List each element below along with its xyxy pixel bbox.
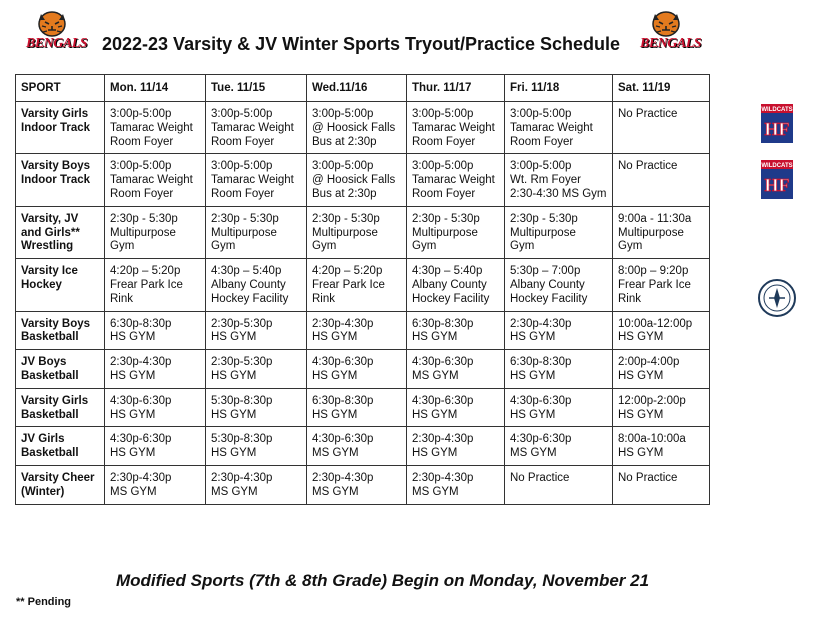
schedule-cell-thu	[407, 206, 505, 258]
table-row	[16, 350, 710, 389]
sport-name-line: Basketball	[21, 447, 79, 460]
cell-line: HS GYM	[510, 369, 556, 382]
cell-line: HS GYM	[618, 331, 664, 344]
schedule-cell-wed	[307, 102, 407, 154]
cell-line: HS GYM	[412, 331, 458, 344]
cell-line: Hockey Facility	[412, 292, 490, 305]
cell-line: Tamarac Weight	[412, 174, 495, 187]
sport-name	[16, 388, 105, 427]
cell-line: Tamarac Weight	[110, 121, 193, 134]
cell-line: HS GYM	[510, 408, 556, 421]
cell-line: MS GYM	[412, 369, 459, 382]
cell-line: 9:00a - 11:30a	[618, 212, 692, 225]
sport-name-line: Varsity Girls	[21, 394, 89, 407]
cell-line: HS GYM	[618, 408, 664, 421]
page-title: 2022-23 Varsity & JV Winter Sports Tryout/Practice Schedule	[102, 34, 621, 54]
cell-line: 4:30p-6:30p	[312, 433, 374, 446]
cell-line: 2:30p-4:30p	[312, 471, 374, 484]
schedule-cell-thu	[407, 154, 505, 206]
table-row	[16, 154, 710, 206]
cell-line: 2:30p - 5:30p	[412, 212, 480, 225]
cell-line: MS GYM	[312, 485, 359, 498]
cell-line: 6:30p-8:30p	[110, 317, 172, 330]
cell-line: 2:30p - 5:30p	[312, 212, 380, 225]
table-row	[16, 388, 710, 427]
schedule-cell-tue	[206, 350, 307, 389]
cell-line: 4:30p-6:30p	[110, 433, 172, 446]
schedule-cell-mon	[105, 154, 206, 206]
table-row	[16, 259, 710, 311]
cell-line: 3:00p-5:00p	[211, 108, 273, 120]
schedule-cell-sat	[613, 206, 710, 258]
schedule-cell-mon	[105, 102, 206, 154]
schedule-cell-mon	[105, 465, 206, 504]
schedule-cell-tue	[206, 154, 307, 206]
sport-name-line: Hockey	[21, 278, 62, 291]
sport-name	[16, 311, 105, 350]
cell-line: 2:30p-5:30p	[211, 356, 273, 369]
wildcats-shield-icon	[757, 102, 797, 146]
cell-line: Frear Park Ice	[110, 278, 183, 291]
cell-line: 3:00p-5:00p	[510, 160, 572, 173]
hockey-round-logo	[757, 276, 797, 320]
schedule-cell-tue	[206, 311, 307, 350]
cell-line: Room Foyer	[510, 135, 574, 148]
cell-line: Bus at 2:30p	[312, 187, 377, 200]
cell-line: Gym	[312, 240, 337, 253]
cell-line: HS GYM	[211, 408, 257, 421]
cell-line: HS GYM	[211, 331, 257, 344]
sport-name-line: Varsity Cheer	[21, 471, 95, 484]
cell-line: No Practice	[618, 471, 678, 484]
cell-line: 2:30p-5:30p	[211, 317, 273, 330]
table-row	[16, 206, 710, 258]
cell-line: 12:00p-2:00p	[618, 394, 686, 407]
cell-line: MS GYM	[110, 485, 157, 498]
schedule-cell-thu	[407, 350, 505, 389]
schedule-cell-fri	[505, 350, 613, 389]
schedule-cell-wed	[307, 154, 407, 206]
cell-line: 6:30p-8:30p	[510, 356, 572, 369]
schedule-cell-tue	[206, 102, 307, 154]
cell-line: HS GYM	[412, 447, 458, 460]
sport-name-line: Indoor Track	[21, 121, 91, 134]
sport-name	[16, 102, 105, 154]
cell-line: Albany County	[211, 278, 286, 291]
sport-name-line: Varsity Ice	[21, 265, 78, 278]
schedule-cell-sat	[613, 465, 710, 504]
schedule-cell-fri	[505, 427, 613, 466]
schedule-cell-thu	[407, 102, 505, 154]
tiger-icon	[640, 8, 692, 38]
cell-line: No Practice	[618, 108, 678, 120]
sport-name	[16, 154, 105, 206]
sport-name-line: Wrestling	[21, 240, 74, 253]
cell-line: Tamarac Weight	[110, 174, 193, 187]
schedule-cell-thu	[407, 427, 505, 466]
sport-name-line: Indoor Track	[21, 174, 91, 187]
cell-line: 4:20p – 5:20p	[312, 265, 383, 278]
cell-line: @ Hoosick Falls	[312, 174, 396, 187]
schedule-cell-sat	[613, 427, 710, 466]
table-row	[16, 465, 710, 504]
schedule-cell-fri	[505, 465, 613, 504]
sport-name-line: Varsity Boys	[21, 160, 91, 173]
sport-name-line: and Girls**	[21, 226, 80, 239]
cell-line: 3:00p-5:00p	[412, 108, 474, 120]
cell-line: MS GYM	[412, 485, 459, 498]
cell-line: 3:00p-5:00p	[110, 108, 172, 120]
schedule-cell-tue	[206, 259, 307, 311]
cell-line: Rink	[110, 292, 134, 305]
cell-line: Tamarac Weight	[412, 121, 495, 134]
cell-line: 4:30p-6:30p	[510, 394, 572, 407]
cell-line: Tamarac Weight	[211, 174, 294, 187]
header-fri: Fri. 11/18	[505, 75, 613, 102]
cell-line: Room Foyer	[211, 187, 275, 200]
svg-text:WILDCATS: WILDCATS	[761, 107, 793, 113]
schedule-cell-fri	[505, 154, 613, 206]
cell-line: HS GYM	[110, 408, 156, 421]
cell-line: Room Foyer	[211, 135, 275, 148]
cell-line: Albany County	[412, 278, 487, 291]
cell-line: Bus at 2:30p	[312, 135, 377, 148]
cell-line: 2:30p-4:30p	[312, 317, 374, 330]
cell-line: 5:30p-8:30p	[211, 433, 273, 446]
cell-line: 2:30p - 5:30p	[510, 212, 578, 225]
sport-name	[16, 206, 105, 258]
sport-name-line: Basketball	[21, 408, 79, 421]
cell-line: 8:00a-10:00a	[618, 433, 686, 446]
header-thu: Thur. 11/17	[407, 75, 505, 102]
schedule-cell-tue	[206, 427, 307, 466]
cell-line: Multipurpose	[510, 226, 576, 239]
cell-line: Frear Park Ice	[312, 278, 385, 291]
schedule-cell-wed	[307, 350, 407, 389]
cell-line: HS GYM	[618, 447, 664, 460]
cell-line: HS GYM	[510, 331, 556, 344]
schedule-cell-fri	[505, 206, 613, 258]
cell-line: HS GYM	[312, 369, 358, 382]
schedule-cell-sat	[613, 102, 710, 154]
cell-line: 3:00p-5:00p	[211, 160, 273, 173]
pending-footnote: ** Pending	[16, 596, 72, 608]
cell-line: HS GYM	[618, 369, 664, 382]
schedule-cell-thu	[407, 311, 505, 350]
wildcats-logo	[757, 158, 797, 202]
cell-line: HS GYM	[110, 331, 156, 344]
cell-line: 4:30p-6:30p	[510, 433, 572, 446]
bengals-logo-left	[26, 8, 88, 56]
schedule-cell-wed	[307, 311, 407, 350]
cell-line: MS GYM	[312, 447, 359, 460]
cell-line: HS GYM	[211, 447, 257, 460]
cell-line: Gym	[510, 240, 535, 253]
schedule-cell-sat	[613, 350, 710, 389]
cell-line: 4:30p – 5:40p	[412, 265, 483, 278]
schedule-cell-tue	[206, 388, 307, 427]
schedule-cell-mon	[105, 259, 206, 311]
cell-line: Multipurpose	[618, 226, 684, 239]
schedule-cell-wed	[307, 388, 407, 427]
cell-line: 4:30p-6:30p	[110, 394, 172, 407]
schedule-cell-wed	[307, 427, 407, 466]
schedule-cell-fri	[505, 311, 613, 350]
cell-line: Multipurpose	[211, 226, 277, 239]
schedule-cell-thu	[407, 465, 505, 504]
cell-line: Multipurpose	[110, 226, 176, 239]
schedule-cell-thu	[407, 388, 505, 427]
cell-line: 6:30p-8:30p	[412, 317, 474, 330]
schedule-cell-tue	[206, 465, 307, 504]
cell-line: No Practice	[510, 471, 570, 484]
cell-line: 2:30p-4:30p	[211, 471, 273, 484]
cell-line: 2:30p-4:30p	[510, 317, 572, 330]
cell-line: Gym	[110, 240, 135, 253]
sport-name-line: Varsity Girls	[21, 108, 89, 120]
cell-line: 4:30p – 5:40p	[211, 265, 282, 278]
schedule-cell-thu	[407, 259, 505, 311]
sport-name	[16, 259, 105, 311]
cell-line: HS GYM	[412, 408, 458, 421]
header-mon: Mon. 11/14	[105, 75, 206, 102]
cell-line: 6:30p-8:30p	[312, 394, 374, 407]
schedule-cell-tue	[206, 206, 307, 258]
cell-line: HS GYM	[110, 369, 156, 382]
cell-line: Frear Park Ice	[618, 278, 691, 291]
cell-line: 8:00p – 9:20p	[618, 265, 689, 278]
bengals-wordmark: BENGALS	[26, 36, 88, 51]
cell-line: Room Foyer	[412, 187, 476, 200]
cell-line: Albany County	[510, 278, 585, 291]
cell-line: Hockey Facility	[211, 292, 289, 305]
header-wed: Wed.11/16	[307, 75, 407, 102]
cell-line: Rink	[312, 292, 336, 305]
schedule-cell-sat	[613, 311, 710, 350]
cell-line: 4:30p-6:30p	[312, 356, 374, 369]
cell-line: No Practice	[618, 160, 678, 173]
schedule-cell-sat	[613, 154, 710, 206]
cell-line: 2:00p-4:00p	[618, 356, 680, 369]
schedule-cell-wed	[307, 259, 407, 311]
cell-line: Hockey Facility	[510, 292, 588, 305]
sport-name-line: (Winter)	[21, 485, 65, 498]
sport-name	[16, 350, 105, 389]
cell-line: Multipurpose	[412, 226, 478, 239]
cell-line: 4:30p-6:30p	[412, 394, 474, 407]
wildcats-shield-icon	[757, 158, 797, 202]
modified-sports-announcement: Modified Sports (7th & 8th Grade) Begin on Monday, November 21	[116, 571, 650, 590]
cell-line: Gym	[211, 240, 236, 253]
cell-line: 2:30p - 5:30p	[110, 212, 178, 225]
bengals-logo-right	[640, 8, 702, 56]
schedule-cell-fri	[505, 102, 613, 154]
header-sat: Sat. 11/19	[613, 75, 710, 102]
cell-line: 4:30p-6:30p	[412, 356, 474, 369]
cell-line: Room Foyer	[412, 135, 476, 148]
cell-line: 3:00p-5:00p	[312, 108, 374, 120]
cell-line: HS GYM	[312, 331, 358, 344]
svg-text:HF: HF	[764, 175, 790, 195]
header-row	[16, 75, 710, 102]
schedule-table	[15, 74, 710, 505]
schedule-cell-fri	[505, 388, 613, 427]
cell-line: 5:30p-8:30p	[211, 394, 273, 407]
sport-name-line: JV Girls	[21, 433, 65, 446]
cell-line: Gym	[412, 240, 437, 253]
cell-line: HS GYM	[110, 447, 156, 460]
svg-text:WILDCATS: WILDCATS	[761, 163, 793, 169]
sport-name-line: Varsity Boys	[21, 317, 91, 330]
cell-line: Tamarac Weight	[211, 121, 294, 134]
cell-line: MS GYM	[510, 447, 557, 460]
table-row	[16, 311, 710, 350]
cell-line: 2:30p-4:30p	[412, 433, 474, 446]
cell-line: Wt. Rm Foyer	[510, 174, 581, 187]
sport-name-line: Basketball	[21, 331, 79, 344]
schedule-cell-wed	[307, 465, 407, 504]
cell-line: Room Foyer	[110, 135, 174, 148]
cell-line: Tamarac Weight	[510, 121, 593, 134]
cell-line: 2:30p-4:30p	[412, 471, 474, 484]
cell-line: Multipurpose	[312, 226, 378, 239]
sport-name-line: Basketball	[21, 369, 79, 382]
schedule-cell-mon	[105, 350, 206, 389]
header-sport: SPORT	[16, 75, 105, 102]
cell-line: Room Foyer	[110, 187, 174, 200]
cell-line: HS GYM	[312, 408, 358, 421]
cell-line: 3:00p-5:00p	[510, 108, 572, 120]
bengals-wordmark: BENGALS	[640, 36, 702, 51]
tiger-icon	[26, 8, 78, 38]
cell-line: Rink	[618, 292, 642, 305]
cell-line: 3:00p-5:00p	[412, 160, 474, 173]
schedule-cell-wed	[307, 206, 407, 258]
schedule-cell-mon	[105, 206, 206, 258]
wildcats-logo	[757, 102, 797, 146]
svg-text:HF: HF	[764, 119, 790, 139]
cell-line: 3:00p-5:00p	[312, 160, 374, 173]
cell-line: 10:00a-12:00p	[618, 317, 693, 330]
table-row	[16, 102, 710, 154]
cell-line: 2:30p-4:30p	[110, 356, 172, 369]
sport-name	[16, 465, 105, 504]
schedule-cell-mon	[105, 388, 206, 427]
header-tue: Tue. 11/15	[206, 75, 307, 102]
cell-line: HS GYM	[211, 369, 257, 382]
round-emblem-icon	[757, 276, 797, 320]
table-row	[16, 427, 710, 466]
schedule-cell-mon	[105, 427, 206, 466]
schedule-cell-sat	[613, 388, 710, 427]
cell-line: 2:30p - 5:30p	[211, 212, 279, 225]
schedule-cell-mon	[105, 311, 206, 350]
sport-name-line: JV Boys	[21, 356, 67, 369]
cell-line: 5:30p – 7:00p	[510, 265, 581, 278]
schedule-cell-fri	[505, 259, 613, 311]
sport-name-line: Varsity, JV	[21, 212, 79, 225]
schedule-body	[16, 102, 710, 505]
cell-line: 2:30p-4:30p	[110, 471, 172, 484]
cell-line: 4:20p – 5:20p	[110, 265, 181, 278]
cell-line: MS GYM	[211, 485, 258, 498]
sport-name	[16, 427, 105, 466]
cell-line: Gym	[618, 240, 643, 253]
cell-line: @ Hoosick Falls	[312, 121, 396, 134]
cell-line: 2:30-4:30 MS Gym	[510, 187, 607, 200]
cell-line: 3:00p-5:00p	[110, 160, 172, 173]
schedule-cell-sat	[613, 259, 710, 311]
